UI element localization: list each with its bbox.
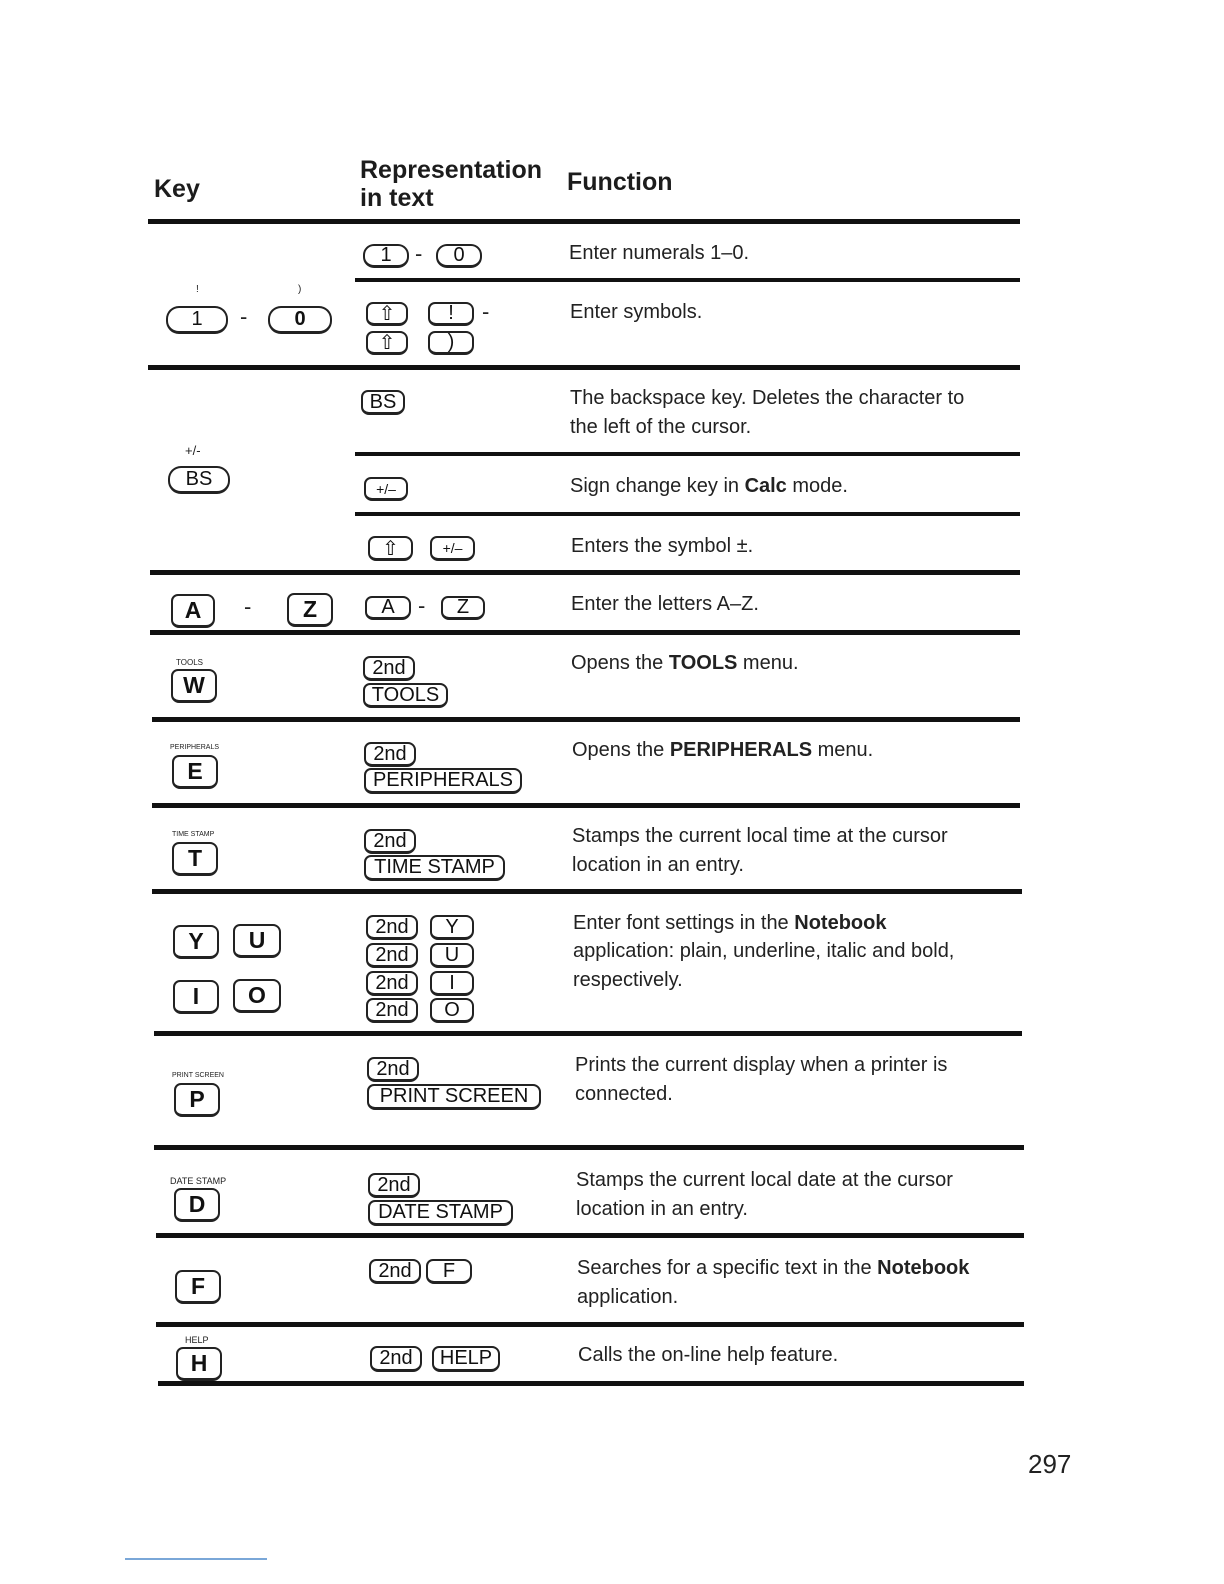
rep-2nd-key-print: 2nd <box>367 1057 419 1082</box>
rep-bs-key: BS <box>361 390 405 415</box>
rep-y-key: Y <box>430 915 474 940</box>
tools-bold: TOOLS <box>668 652 738 674</box>
sign-post: mode. <box>786 475 848 497</box>
function-search-line2: application. <box>577 1286 679 1308</box>
rule-symbols <box>148 365 1020 370</box>
function-plusminus: Enters the symbol ±. <box>571 535 754 557</box>
function-symbols: Enter symbols. <box>570 301 703 323</box>
header-function: Function <box>567 168 673 196</box>
rep-2nd-key-i: 2nd <box>366 971 418 996</box>
rule-plusminus <box>150 570 1020 575</box>
rule-letters <box>150 630 1020 635</box>
key-o: O <box>233 979 281 1013</box>
rep-az-dash: - <box>418 593 426 618</box>
rule-sign <box>355 512 1020 516</box>
key-dash: - <box>240 304 248 329</box>
rep-date-stamp-key: DATE STAMP <box>368 1200 513 1226</box>
header-representation: Representation <box>360 156 542 184</box>
rep-exclamation-key: ! <box>428 302 474 326</box>
rep-2nd-key-date: 2nd <box>368 1173 420 1198</box>
function-backspace-line2: the left of the cursor. <box>570 416 752 438</box>
rule-date <box>156 1233 1024 1238</box>
key-u: U <box>233 924 281 958</box>
function-tools <box>571 649 799 678</box>
key-label-print-screen: PRINT SCREEN <box>172 1072 224 1079</box>
footer-line <box>125 1558 267 1560</box>
rule-numerals <box>355 278 1020 282</box>
key-label-exclamation: ! <box>196 284 199 295</box>
rep-z-key: Z <box>441 596 485 620</box>
function-search-line1 <box>577 1254 969 1283</box>
font-pre: Enter font settings in the <box>573 912 795 934</box>
rep-tools-key: TOOLS <box>363 683 448 708</box>
periph-post: menu. <box>812 739 874 761</box>
rep-2nd-key-tools: 2nd <box>363 656 415 681</box>
sign-pre: Sign change key in <box>570 475 745 497</box>
rep-paren-key: ) <box>428 331 474 355</box>
font-notebook: Notebook <box>794 912 887 934</box>
key-label-paren: ) <box>298 284 302 295</box>
key-w: W <box>171 669 217 703</box>
rep-2nd-key-f: 2nd <box>369 1259 421 1284</box>
function-print-line1: Prints the current display when a printer is <box>575 1054 948 1076</box>
rep-shift-key-2: ⇧ <box>366 331 408 355</box>
function-letters: Enter the letters A–Z. <box>571 593 759 615</box>
rep-o-key: O <box>430 998 474 1023</box>
search-notebook: Notebook <box>877 1257 970 1279</box>
rule-peripherals <box>152 803 1020 808</box>
rep-print-screen-key: PRINT SCREEN <box>367 1084 541 1110</box>
key-label-tools: TOOLS <box>176 658 203 667</box>
key-label-plusminus: +/- <box>185 443 201 458</box>
rep-2nd-key-o: 2nd <box>366 998 418 1023</box>
tools-post: menu. <box>737 652 799 674</box>
header-key: Key <box>154 175 200 203</box>
rule-time <box>152 889 1022 894</box>
periph-pre: Opens the <box>572 739 670 761</box>
rule-help <box>158 1381 1024 1386</box>
tools-pre: Opens the <box>571 652 669 674</box>
key-z: Z <box>287 593 333 627</box>
key-bs: BS <box>168 466 230 494</box>
rule-search <box>156 1322 1024 1327</box>
function-date-line1: Stamps the current local date at the cursor <box>576 1169 953 1191</box>
rep-key-0: 0 <box>436 244 482 268</box>
key-label-help: HELP <box>185 1335 209 1345</box>
rep-u-key: U <box>430 943 474 968</box>
function-print-line2: connected. <box>575 1083 673 1105</box>
key-label-peripherals: PERIPHERALS <box>170 744 220 751</box>
key-az-dash: - <box>244 594 252 619</box>
rep-shift-key: ⇧ <box>366 302 408 326</box>
function-help: Calls the on-line help feature. <box>578 1344 839 1366</box>
key-e: E <box>172 755 218 789</box>
rep-dash: - <box>415 241 423 266</box>
rule-backspace <box>355 452 1020 456</box>
key-1: 1 <box>166 306 228 334</box>
key-p: P <box>174 1083 220 1117</box>
function-font-line2: application: plain, underline, italic and bold, <box>573 940 955 962</box>
rep-time-stamp-key: TIME STAMP <box>364 855 505 881</box>
key-0: 0 <box>268 306 332 334</box>
rep-shift-key-3: ⇧ <box>368 536 413 561</box>
function-time-line2: location in an entry. <box>572 854 744 876</box>
rule-font <box>154 1031 1022 1036</box>
rep-2nd-key-y: 2nd <box>366 915 418 940</box>
key-t: T <box>172 842 218 876</box>
function-numerals: Enter numerals 1–0. <box>569 242 750 264</box>
key-y: Y <box>173 925 219 959</box>
function-peripherals <box>572 736 873 765</box>
function-font-line3: respectively. <box>573 969 683 991</box>
key-f: F <box>175 1270 221 1304</box>
key-i: I <box>173 980 219 1014</box>
rep-plusminus-key-2: +/– <box>430 536 475 561</box>
rep-2nd-key-help: 2nd <box>370 1346 422 1372</box>
key-a: A <box>171 594 215 628</box>
function-font-line1 <box>573 909 886 938</box>
sign-calc: Calc <box>744 475 787 497</box>
function-backspace-line1: The backspace key. Deletes the character to <box>570 387 965 409</box>
function-sign-change <box>570 472 848 501</box>
function-time-line1: Stamps the current local time at the cursor <box>572 825 948 847</box>
rep-2nd-key-time: 2nd <box>364 829 416 854</box>
rep-peripherals-key: PERIPHERALS <box>364 768 522 794</box>
periph-bold: PERIPHERALS <box>669 739 813 761</box>
rep-2nd-key-peripherals: 2nd <box>364 742 416 767</box>
page-number: 297 <box>1028 1449 1072 1479</box>
rep-i-key: I <box>430 971 474 996</box>
rule-print <box>154 1145 1024 1150</box>
rep-a-key: A <box>365 596 411 620</box>
rep-2nd-key-u: 2nd <box>366 943 418 968</box>
key-label-date-stamp: DATE STAMP <box>170 1176 227 1186</box>
rep-plusminus-key: +/– <box>364 477 408 501</box>
rule-tools <box>152 717 1020 722</box>
rep-key-1: 1 <box>363 244 409 268</box>
key-label-time-stamp: TIME STAMP <box>172 831 215 838</box>
key-h: H <box>176 1347 222 1381</box>
search-pre: Searches for a specific text in the <box>577 1257 878 1279</box>
rep-f-key: F <box>426 1259 472 1284</box>
rep-help-key: HELP <box>432 1346 500 1372</box>
key-d: D <box>174 1188 220 1222</box>
rep-symbols-dash: - <box>482 299 490 324</box>
rule-header <box>148 219 1020 224</box>
header-in-text: in text <box>360 184 434 212</box>
function-date-line2: location in an entry. <box>576 1198 748 1220</box>
